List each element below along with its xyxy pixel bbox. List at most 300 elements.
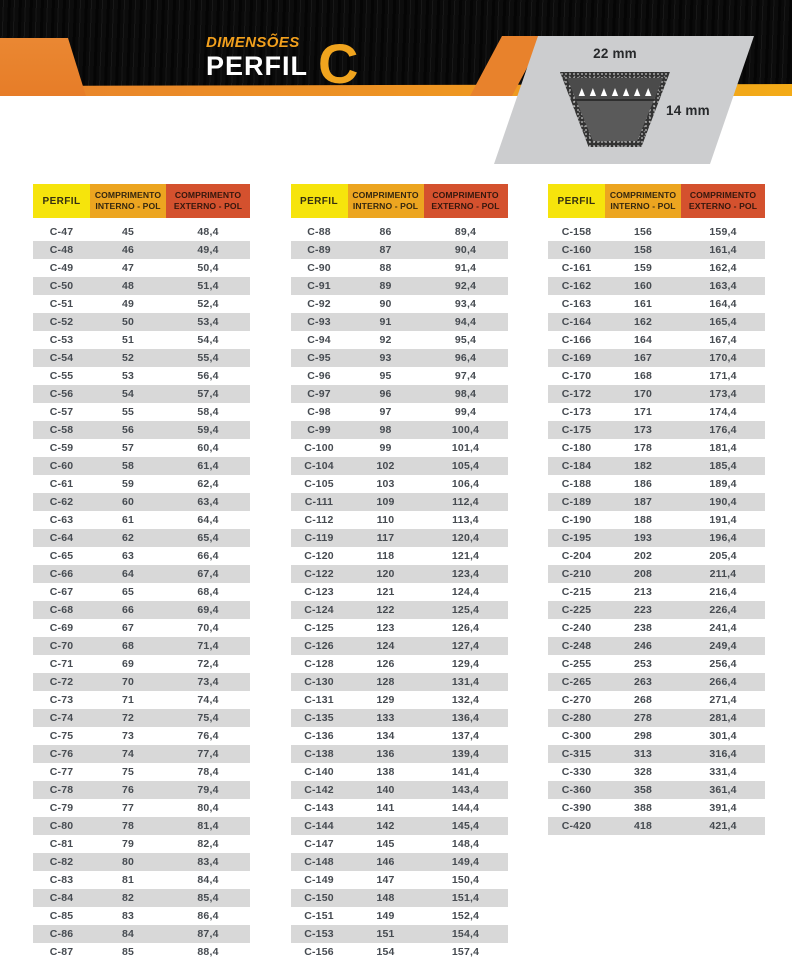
table-row: [291, 277, 508, 295]
table-row: [548, 817, 765, 835]
perfil-cell: C-270: [561, 694, 592, 706]
perfil-cell: C-138: [304, 748, 334, 760]
perfil-cell: C-95: [307, 352, 331, 364]
interno-cell: 328: [633, 766, 653, 778]
externo-cell: 173,4: [709, 388, 737, 400]
interno-cell: 69: [121, 658, 135, 670]
externo-cell: 84,4: [197, 874, 219, 886]
table-row: [291, 547, 508, 565]
perfil-cell: C-300: [561, 730, 592, 742]
interno-cell: 156: [633, 226, 653, 238]
cord-icon: [644, 88, 652, 96]
externo-cell: 90,4: [454, 244, 477, 256]
table-row: [291, 655, 508, 673]
interno-cell: 126: [376, 658, 395, 670]
perfil-cell: C-100: [304, 442, 334, 454]
table-row: [548, 565, 765, 583]
perfil-cell: C-85: [49, 910, 74, 922]
perfil-cell: C-105: [304, 478, 334, 490]
perfil-cell: C-158: [561, 226, 592, 238]
perfil-cell: C-136: [304, 730, 334, 742]
interno-cell: 110: [376, 514, 395, 526]
table-row: [33, 655, 250, 673]
interno-cell: 93: [379, 352, 392, 364]
interno-cell: 154: [376, 946, 395, 958]
table-row: [33, 475, 250, 493]
perfil-cell: C-78: [49, 784, 74, 796]
table-row: [33, 277, 250, 295]
dimension-table-3: [548, 184, 765, 961]
externo-cell: 191,4: [709, 514, 737, 526]
table-row: [33, 781, 250, 799]
externo-cell: 68,4: [197, 586, 219, 598]
interno-cell: 78: [121, 820, 135, 832]
perfil-cell: C-148: [304, 856, 334, 868]
table-row: [33, 763, 250, 781]
table-row: [291, 907, 508, 925]
perfil-cell: C-60: [49, 460, 74, 472]
perfil-cell: C-149: [304, 874, 334, 886]
interno-cell: 151: [376, 928, 395, 940]
column-header-line: INTERNO - POL: [95, 201, 161, 211]
table-row: [33, 835, 250, 853]
perfil-cell: C-170: [561, 370, 592, 382]
table-row: [33, 511, 250, 529]
interno-cell: 82: [121, 892, 135, 904]
table-row: [548, 655, 765, 673]
table-row: [548, 529, 765, 547]
table-row: [291, 331, 508, 349]
interno-cell: 59: [121, 478, 135, 490]
externo-cell: 85,4: [197, 892, 219, 904]
perfil-cell: C-225: [561, 604, 592, 616]
perfil-cell: C-147: [304, 838, 334, 850]
perfil-cell: C-123: [304, 586, 334, 598]
table-row: [33, 853, 250, 871]
interno-cell: 121: [376, 586, 395, 598]
perfil-cell: C-124: [304, 604, 334, 616]
column-header-line: EXTERNO - POL: [173, 201, 243, 211]
cord-icon: [633, 88, 641, 96]
table-row: [33, 871, 250, 889]
table-row: [33, 385, 250, 403]
table-row: [548, 691, 765, 709]
perfil-cell: C-86: [49, 928, 74, 940]
externo-cell: 67,4: [197, 568, 219, 580]
externo-cell: 189,4: [709, 478, 737, 490]
cord-icon: [622, 88, 630, 96]
externo-cell: 126,4: [451, 622, 480, 634]
dimension-table-2: [291, 184, 508, 961]
externo-cell: 421,4: [709, 820, 737, 832]
table-row: [33, 925, 250, 943]
externo-cell: 100,4: [451, 424, 480, 436]
interno-cell: 77: [121, 802, 135, 814]
interno-cell: 124: [376, 640, 395, 652]
cord-icon: [589, 88, 597, 96]
perfil-cell: C-119: [304, 532, 334, 544]
perfil-cell: C-51: [49, 298, 74, 310]
table-row: [548, 763, 765, 781]
externo-cell: 105,4: [451, 460, 480, 472]
perfil-cell: C-160: [561, 244, 592, 256]
table-row: [33, 745, 250, 763]
table-row: [33, 709, 250, 727]
externo-cell: 205,4: [709, 550, 737, 562]
externo-cell: 55,4: [197, 352, 219, 364]
perfil-cell: C-172: [561, 388, 592, 400]
externo-cell: 271,4: [709, 694, 737, 706]
perfil-cell: C-93: [307, 316, 331, 328]
interno-cell: 57: [121, 442, 135, 454]
table-row: [33, 691, 250, 709]
table-row: [33, 619, 250, 637]
externo-cell: 157,4: [451, 946, 480, 958]
table-row: [548, 619, 765, 637]
interno-cell: 358: [633, 784, 653, 796]
title-profile-letter: C: [318, 32, 359, 95]
interno-cell: 79: [121, 838, 135, 850]
externo-cell: 249,4: [709, 640, 737, 652]
interno-cell: 136: [376, 748, 395, 760]
table-row: [291, 295, 508, 313]
table-row: [291, 385, 508, 403]
perfil-cell: C-73: [49, 694, 74, 706]
interno-cell: 178: [633, 442, 653, 454]
column-header-externo: [681, 184, 765, 218]
externo-cell: 196,4: [709, 532, 737, 544]
perfil-cell: C-71: [49, 658, 74, 670]
table-row: [33, 907, 250, 925]
table-row: [291, 511, 508, 529]
interno-cell: 160: [633, 280, 653, 292]
interno-cell: 90: [379, 298, 392, 310]
table-row: [291, 583, 508, 601]
externo-cell: 162,4: [709, 262, 737, 274]
interno-cell: 67: [121, 622, 135, 634]
table-row: [548, 277, 765, 295]
table-row: [548, 673, 765, 691]
externo-cell: 171,4: [709, 370, 737, 382]
column-header-perfil: PERFIL: [33, 184, 90, 218]
externo-cell: 361,4: [709, 784, 737, 796]
table-row: [291, 871, 508, 889]
interno-cell: 173: [633, 424, 653, 436]
externo-cell: 60,4: [197, 442, 219, 454]
table-row: [33, 943, 250, 961]
externo-cell: 94,4: [454, 316, 477, 328]
table-row: [33, 421, 250, 439]
externo-cell: 53,4: [197, 316, 219, 328]
externo-cell: 113,4: [452, 514, 479, 526]
table-row: [291, 439, 508, 457]
perfil-cell: C-65: [49, 550, 74, 562]
perfil-cell: C-55: [49, 370, 74, 382]
table-row: [291, 601, 508, 619]
externo-cell: 226,4: [709, 604, 737, 616]
perfil-cell: C-64: [49, 532, 74, 544]
perfil-cell: C-61: [49, 478, 74, 490]
interno-cell: 145: [376, 838, 395, 850]
externo-cell: 69,4: [197, 604, 219, 616]
externo-cell: 52,4: [197, 298, 219, 310]
externo-cell: 164,4: [709, 298, 737, 310]
table-row: [291, 349, 508, 367]
table-row: [548, 745, 765, 763]
interno-cell: 88: [379, 262, 392, 274]
perfil-cell: C-47: [49, 226, 74, 238]
title-main: PERFIL: [206, 50, 309, 81]
interno-cell: 87: [379, 244, 392, 256]
table-body: [548, 223, 765, 835]
table-header: [33, 184, 250, 218]
externo-cell: 71,4: [197, 640, 219, 652]
externo-cell: 56,4: [197, 370, 219, 382]
externo-cell: 75,4: [197, 712, 219, 724]
perfil-cell: C-96: [307, 370, 331, 382]
externo-cell: 74,4: [197, 694, 219, 706]
table-row: [291, 835, 508, 853]
interno-cell: 159: [633, 262, 653, 274]
table-row: [548, 223, 765, 241]
externo-cell: 49,4: [197, 244, 219, 256]
table-row: [33, 367, 250, 385]
table-row: [33, 223, 250, 241]
externo-cell: 59,4: [197, 424, 219, 436]
perfil-cell: C-79: [49, 802, 74, 814]
externo-cell: 99,4: [454, 406, 477, 418]
externo-cell: 174,4: [709, 406, 737, 418]
interno-cell: 171: [633, 406, 653, 418]
perfil-cell: C-153: [304, 928, 334, 940]
perfil-cell: C-88: [307, 226, 331, 238]
table-row: [291, 943, 508, 961]
table-row: [33, 889, 250, 907]
interno-cell: 60: [121, 496, 135, 508]
externo-cell: 145,4: [451, 820, 480, 832]
perfil-cell: C-128: [304, 658, 334, 670]
perfil-cell: C-280: [561, 712, 592, 724]
cord-icon: [578, 88, 586, 96]
table-row: [291, 745, 508, 763]
perfil-cell: C-80: [49, 820, 74, 832]
perfil-cell: C-94: [307, 334, 331, 346]
externo-cell: 148,4: [451, 838, 480, 850]
externo-cell: 79,4: [197, 784, 219, 796]
table-row: [33, 493, 250, 511]
perfil-cell: C-99: [307, 424, 331, 436]
perfil-cell: C-188: [561, 478, 592, 490]
externo-cell: 95,4: [454, 334, 477, 346]
perfil-cell: C-63: [49, 514, 74, 526]
externo-cell: 72,4: [197, 658, 219, 670]
table-row: [548, 385, 765, 403]
table-row: [291, 781, 508, 799]
interno-cell: 158: [633, 244, 653, 256]
table-row: [291, 799, 508, 817]
table-row: [548, 475, 765, 493]
table-row: [548, 259, 765, 277]
interno-cell: 278: [633, 712, 653, 724]
externo-cell: 89,4: [454, 226, 477, 238]
interno-cell: 138: [376, 766, 395, 778]
externo-cell: 141,4: [451, 766, 480, 778]
interno-cell: 148: [376, 892, 395, 904]
column-header-line: COMPRIMENTO: [174, 189, 242, 200]
interno-cell: 102: [376, 460, 395, 472]
perfil-cell: C-50: [49, 280, 74, 292]
interno-cell: 313: [633, 748, 653, 760]
interno-cell: 72: [121, 712, 135, 724]
externo-cell: 50,4: [197, 262, 219, 274]
interno-cell: 103: [376, 478, 395, 490]
table-row: [33, 673, 250, 691]
interno-cell: 187: [633, 496, 653, 508]
cord-icon: [611, 88, 619, 96]
perfil-cell: C-89: [307, 244, 331, 256]
interno-cell: 141: [376, 802, 395, 814]
column-header-perfil: PERFIL: [291, 184, 348, 218]
column-header-interno: [348, 184, 424, 218]
externo-cell: 281,4: [709, 712, 737, 724]
perfil-cell: C-66: [49, 568, 74, 580]
interno-cell: 120: [376, 568, 395, 580]
interno-cell: 66: [121, 604, 135, 616]
interno-cell: 128: [376, 676, 395, 688]
perfil-cell: C-210: [561, 568, 592, 580]
column-header-line: COMPRIMENTO: [352, 189, 419, 200]
table-row: [548, 583, 765, 601]
title-kicker: DIMENSÕES: [206, 34, 300, 51]
table-row: [33, 241, 250, 259]
externo-cell: 131,4: [451, 676, 480, 688]
table-row: [33, 439, 250, 457]
externo-cell: 163,4: [709, 280, 737, 292]
table-row: [548, 331, 765, 349]
externo-cell: 316,4: [709, 748, 737, 760]
externo-cell: 77,4: [197, 748, 219, 760]
externo-cell: 159,4: [709, 226, 737, 238]
table-row: [548, 313, 765, 331]
interno-cell: 62: [121, 532, 135, 544]
perfil-cell: C-74: [49, 712, 74, 724]
externo-cell: 82,4: [197, 838, 219, 850]
perfil-cell: C-54: [49, 352, 74, 364]
table-row: [33, 331, 250, 349]
perfil-cell: C-143: [304, 802, 334, 814]
perfil-cell: C-84: [49, 892, 74, 904]
externo-cell: 65,4: [197, 532, 219, 544]
page-title: [206, 32, 359, 95]
interno-cell: 96: [379, 388, 392, 400]
table-row: [291, 493, 508, 511]
externo-cell: 88,4: [197, 946, 219, 958]
column-header-interno: [605, 184, 681, 218]
externo-cell: 151,4: [451, 892, 480, 904]
externo-cell: 165,4: [709, 316, 737, 328]
interno-cell: 73: [121, 730, 135, 742]
interno-cell: 75: [121, 766, 135, 778]
perfil-cell: C-53: [49, 334, 74, 346]
perfil-cell: C-190: [561, 514, 592, 526]
interno-cell: 133: [376, 712, 395, 724]
perfil-cell: C-265: [561, 676, 592, 688]
perfil-cell: C-67: [49, 586, 74, 598]
perfil-cell: C-98: [307, 406, 331, 418]
table-row: [291, 259, 508, 277]
column-header-line: COMPRIMENTO: [94, 189, 162, 200]
perfil-cell: C-126: [304, 640, 334, 652]
perfil-cell: C-184: [561, 460, 592, 472]
externo-cell: 170,4: [709, 352, 737, 364]
externo-cell: 127,4: [451, 640, 480, 652]
dimension-table-1: [33, 184, 250, 961]
interno-cell: 48: [121, 280, 135, 292]
externo-cell: 132,4: [451, 694, 480, 706]
interno-cell: 118: [376, 550, 395, 562]
column-header-line: COMPRIMENTO: [609, 189, 677, 200]
externo-cell: 256,4: [709, 658, 737, 670]
interno-cell: 168: [633, 370, 653, 382]
perfil-cell: C-140: [304, 766, 334, 778]
perfil-cell: C-248: [561, 640, 592, 652]
externo-cell: 136,4: [451, 712, 480, 724]
perfil-cell: C-135: [304, 712, 334, 724]
table-row: [548, 493, 765, 511]
interno-cell: 149: [376, 910, 395, 922]
table-row: [291, 637, 508, 655]
externo-cell: 331,4: [709, 766, 737, 778]
externo-cell: 121,4: [451, 550, 480, 562]
table-row: [33, 457, 250, 475]
interno-cell: 418: [633, 820, 653, 832]
perfil-cell: C-163: [561, 298, 592, 310]
interno-cell: 98: [379, 424, 392, 436]
interno-cell: 61: [121, 514, 135, 526]
column-header-line: INTERNO - POL: [352, 201, 419, 211]
interno-cell: 167: [633, 352, 653, 364]
externo-cell: 301,4: [709, 730, 737, 742]
interno-cell: 117: [376, 532, 395, 544]
table-body: [33, 223, 250, 961]
interno-cell: 80: [121, 856, 135, 868]
column-header-externo: [424, 184, 508, 218]
externo-cell: 211,4: [709, 568, 737, 580]
interno-cell: 83: [121, 910, 135, 922]
externo-cell: 92,4: [454, 280, 477, 292]
externo-cell: 139,4: [451, 748, 480, 760]
interno-cell: 140: [376, 784, 395, 796]
interno-cell: 64: [121, 568, 135, 580]
table-row: [33, 817, 250, 835]
perfil-cell: C-175: [561, 424, 592, 436]
table-row: [548, 601, 765, 619]
table-row: [548, 637, 765, 655]
perfil-cell: C-92: [307, 298, 331, 310]
table-row: [548, 727, 765, 745]
cord-icon: [600, 88, 608, 96]
table-row: [291, 691, 508, 709]
perfil-cell: C-125: [304, 622, 334, 634]
perfil-cell: C-91: [307, 280, 331, 292]
externo-cell: 123,4: [451, 568, 480, 580]
table-row: [33, 403, 250, 421]
interno-cell: 53: [121, 370, 135, 382]
externo-cell: 241,4: [709, 622, 737, 634]
perfil-cell: C-104: [304, 460, 334, 472]
interno-cell: 45: [121, 226, 135, 238]
table-row: [548, 421, 765, 439]
